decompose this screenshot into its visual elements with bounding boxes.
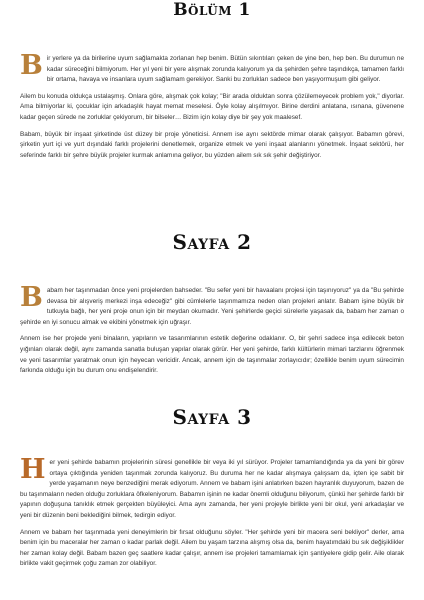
drop-cap: B [20, 282, 43, 313]
section-3 [20, 405, 404, 429]
paragraph: Annem ise her projede yeni binaların, yapıların ve tasarımlarının estetik değerine odaklanır. O, bir şehri sadece inşa edilecek beton yığınları olarak değil, aynı zamanda sanatla buluşan yapılar olarak görür. Her yeni şehirde, farklı kültürlerin mimari tarzlarını öğrenmek ve yeni tasarımlar yaratmak onun için heyecan vericidir. Ancak, annem için de taşınmalar zorlayıcıdır; özellikle benim uyum sürecimin farkında olduğu için bu durum onu endişelendirir. [20, 335, 404, 375]
section-2-body [20, 282, 404, 377]
section-title: Sayfa 3 [172, 405, 252, 429]
paragraph: Babam her taşınmadan önce yeni projelerden bahseder. "Bu sefer yeni bir havaalanı projesi için taşınıyoruz" ya da "Bu şehirde devasa bir alışveriş merkezi inşa edeceğiz" gibi cümlelerle taşınmamıza neden olan projeleri anlatır. Babam işine büyük bir tutkuyla bağlı, her yeni proje onun için bir meydan okumadır. Yeni şehirlerde geçici sürelerle yaşasak da, babam her zaman o şehirde en iyi sonucu almak ve ekibini yönetmek için uğraşır. [20, 282, 404, 326]
paragraph: Ailem bu konuda oldukça ustalaşmış. Onlara göre, alışmak çok kolay; "Bir arada olduktan sonra çözülemeyecek problem yok," diyorlar. Ama bilmiyorlar ki, çocuklar için arkadaşlık hayat memat meselesi. Öyle kolay alışılmıyor. Birine derdini anlatana, ısınana, güvenene kadar geçen sürede ne zorluklar çekiyorum, bir bilseler… Bizim için kolay diye bir şey yok maalesef. [20, 92, 404, 121]
drop-cap: B [20, 50, 43, 81]
paragraph: Bir yerlere ya da birilerine uyum sağlamakta zorlanan hep benim. Bütün sıkıntıları çeken de yine ben, hep ben. Bu durumun ne kadar süreceğini bilmiyorum. Her yıl yeni bir yere alışmak zorunda kalıyorum ya da şehirden şehre taşındıkça, tamamen farklı bir ortama, havaya ve insanlara uyum sağlamam gerekiyor. Sanki bu zorlukları sadece ben yaşıyormuşum gibi geliyor. [20, 50, 404, 84]
section-3-body [20, 454, 404, 570]
section-2 [20, 230, 404, 254]
paragraph: Babam, büyük bir inşaat şirketinde üst düzey bir proje yöneticisi. Annem ise aynı sektörde mimar olarak çalışıyor. Babamın görevi, şirketin yurt içi ve yurt dışındaki farklı projelerini denetlemek, organize etmek ve yeni inşaat alanlarını yönetmek. İnşaat sektörü, her seferinde farklı bir şehre büyük projeler kurmak anlamına geliyor, bu yüzden ailem sık sık şehir değiştiriyor. [20, 130, 404, 159]
paragraph: Her yeni şehirde babamın projelerinin süresi genellikle bir veya iki yıl sürüyor. Projeler tamamlandığında ya da yeni bir görev ortaya çıktığında yeniden taşınmak zorunda kalıyoruz. Bu duruma her ne kadar alışmaya çalışsam da, içten içe sabit bir yerde yaşamanın neye benzediğini merak ediyorum. Annem ve babam işini anlatırken bazen hayranlık duyuyorum, bazen de bu taşınmaların neden olduğu zorluklara öfkeleniyorum. Babamın işinin ne kadar önemli olduğunu biliyorum, çünkü her şehirde farklı bir yapının doğuşuna tanıklık etmek gerçekten büyüleyici. Ama aynı zamanda, her yeni projeyle birlikte yeni bir okul, yeni arkadaşlar ve yeni bir düzenin beni beklediğini bilmek, tedirgin ediyor. [20, 454, 404, 519]
section-title: Sayfa 2 [172, 230, 252, 254]
section-1 [20, 50, 404, 161]
paragraph: Annem ve babam her taşınmada yeni deneyimlerin bir fırsat olduğunu söyler. "Her şehirde yeni bir macera seni bekliyor" derler, ama benim için bu maceralar her zaman o kadar parlak değil. Ailem bu yaşam tarzına alışmış olsa da, benim hayatımdaki bu sık değişiklikler her zaman kolay değil. Babam bazen geç saatlere kadar çalışır, annem ise projeleri tamamlamak için şantiyelere gidip gelir. Aile olarak birlikte vakit geçirmek çoğu zaman zor olabiliyor. [20, 528, 404, 568]
chapter-title: Bölüm 1 [173, 0, 251, 20]
drop-cap: H [20, 454, 46, 485]
